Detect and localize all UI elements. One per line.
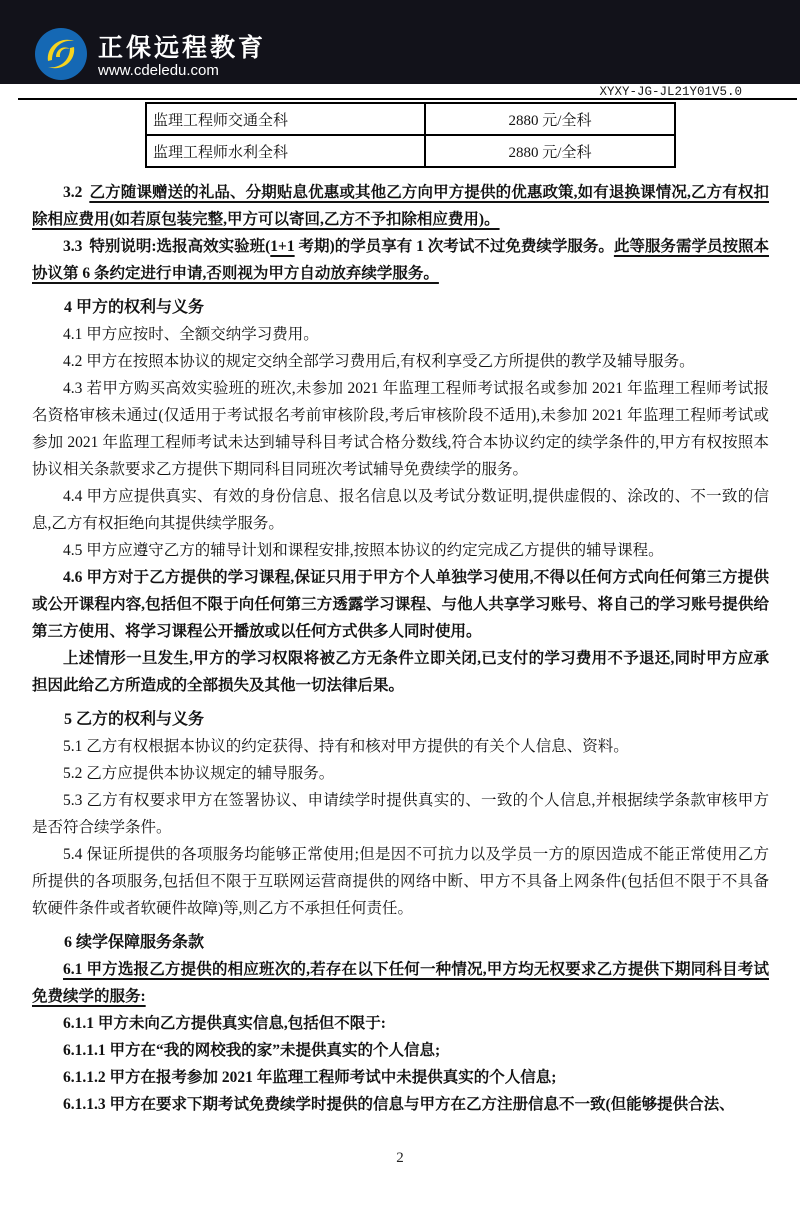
brand-logo-icon (34, 27, 88, 81)
brand-name: 正保远程教育 (98, 34, 267, 62)
course-name-cell: 监理工程师水利全科 (146, 135, 425, 167)
underlined-segment: 乙方随课赠送的礼品、分期贴息优惠或其他乙方向甲方提供的优惠政策,如有退换课情况,乙方有权扣除相应费用(如若原包装完整,甲方可以寄回,乙方不予扣除相应费用)。 (32, 184, 769, 228)
clause-3-3 (32, 233, 769, 287)
brand-url: www.cdeledu.com (98, 62, 219, 79)
price-table (145, 102, 676, 168)
doc-code: XYXY-JG-JL21Y01V5.0 (599, 85, 742, 99)
underlined-segment: 此等服务需学员按照本协议第 6 条约定进行申请,否则视为甲方自动放弃续学服务。 (32, 238, 769, 282)
clause-text-segment: 特别说明:选报高效实验班( (89, 238, 271, 255)
clause-4-note: 上述情形一旦发生,甲方的学习权限将被乙方无条件立即关闭,已支付的学习费用不予退还,同时甲方应承担因此给乙方所造成的全部损失及其他一切法律后果。 (32, 650, 769, 694)
course-price-cell: 2880 元/全科 (425, 135, 675, 167)
clause-5-1: 5.1 乙方有权根据本协议的约定获得、持有和核对甲方提供的有关个人信息、资料。 (63, 738, 629, 755)
clause-4-6: 4.6 甲方对于乙方提供的学习课程,保证只用于甲方个人单独学习使用,不得以任何方式向任何第三方提供或公开课程内容,包括但不限于向任何第三方透露学习课程、与他人共享学习账号、将自己的学习账号提供给第三方使用、将学习课程公开播放或以任何方式供多人同时使用。 (32, 569, 769, 640)
underlined-segment: 1+1 (270, 238, 295, 255)
section-heading-6: 6 续学保障服务条款 (64, 934, 205, 951)
clause-number: 3.3 (63, 238, 83, 255)
course-price-cell: 2880 元/全科 (425, 103, 675, 135)
table-row (146, 103, 675, 135)
clause-5-3: 5.3 乙方有权要求甲方在签署协议、申请续学时提供真实的、一致的个人信息,并根据续学条款审核甲方是否符合续学条件。 (32, 792, 769, 836)
clause-6-1-1-2: 6.1.1.2 甲方在报考参加 2021 年监理工程师考试中未提供真实的个人信息; (63, 1069, 557, 1086)
clause-4-1: 4.1 甲方应按时、全额交纳学习费用。 (63, 326, 319, 343)
page-number: 2 (396, 1150, 404, 1166)
clause-4-5: 4.5 甲方应遵守乙方的辅导计划和课程安排,按照本协议的约定完成乙方提供的辅导课程。 (63, 542, 664, 559)
clause-6-1 (32, 956, 769, 1010)
brand-text-block (98, 34, 266, 81)
clause-5-2: 5.2 乙方应提供本协议规定的辅导服务。 (63, 765, 335, 782)
section-heading-4: 4 甲方的权利与义务 (64, 299, 205, 316)
doc-code-row (0, 84, 800, 97)
clause-3-2 (32, 179, 769, 233)
header-band (0, 0, 800, 84)
clause-text-segment: 考期)的学员享有 1 次考试不过免费续学服务。 (294, 238, 614, 255)
section-heading-5: 5 乙方的权利与义务 (64, 711, 205, 728)
clause-4-3: 4.3 若甲方购买高效实验班的班次,未参加 2021 年监理工程师考试报名或参加 2021 年监理工程师考试报名资格审核未通过(仅适用于考试报名考前审核阶段,考后审核阶段不适用),未参加 2021 年监理工程师考试或参加 2021 年监理工程师考试未达到辅导科目考试合格分数线,符合本协议约定的续学条件的,甲方有权按照本协议相关条款要求乙方提供下期同科目同班次考试辅导免费续学的服务。 (32, 380, 769, 478)
clause-number: 3.2 (63, 184, 83, 201)
clause-6-1-1-3: 6.1.1.3 甲方在要求下期考试免费续学时提供的信息与甲方在乙方注册信息不一致(但能够提供合法、 (63, 1096, 735, 1113)
table-row (146, 135, 675, 167)
clause-6-1-1-1: 6.1.1.1 甲方在“我的网校我的家”未提供真实的个人信息; (63, 1042, 441, 1059)
underlined-segment: 6.1 甲方选报乙方提供的相应班次的,若存在以下任何一种情况,甲方均无权要求乙方提供下期同科目考试免费续学的服务: (32, 961, 769, 1005)
clause-6-1-1: 6.1.1 甲方未向乙方提供真实信息,包括但不限于: (63, 1015, 386, 1032)
clause-4-2: 4.2 甲方在按照本协议的规定交纳全部学习费用后,有权利享受乙方所提供的教学及辅导服务。 (63, 353, 695, 370)
course-name-cell: 监理工程师交通全科 (146, 103, 425, 135)
clause-5-4: 5.4 保证所提供的各项服务均能够正常使用;但是因不可抗力以及学员一方的原因造成不能正常使用乙方所提供的各项服务,包括但不限于互联网运营商提供的网络中断、甲方不具备上网条件(包括但不限于不具备软硬件条件或者软硬件故障)等,则乙方不承担任何责任。 (32, 846, 769, 917)
clause-4-4: 4.4 甲方应提供真实、有效的身份信息、报名信息以及考试分数证明,提供虚假的、涂改的、不一致的信息,乙方有权拒绝向其提供续学服务。 (32, 488, 769, 532)
contract-body (0, 168, 800, 1118)
